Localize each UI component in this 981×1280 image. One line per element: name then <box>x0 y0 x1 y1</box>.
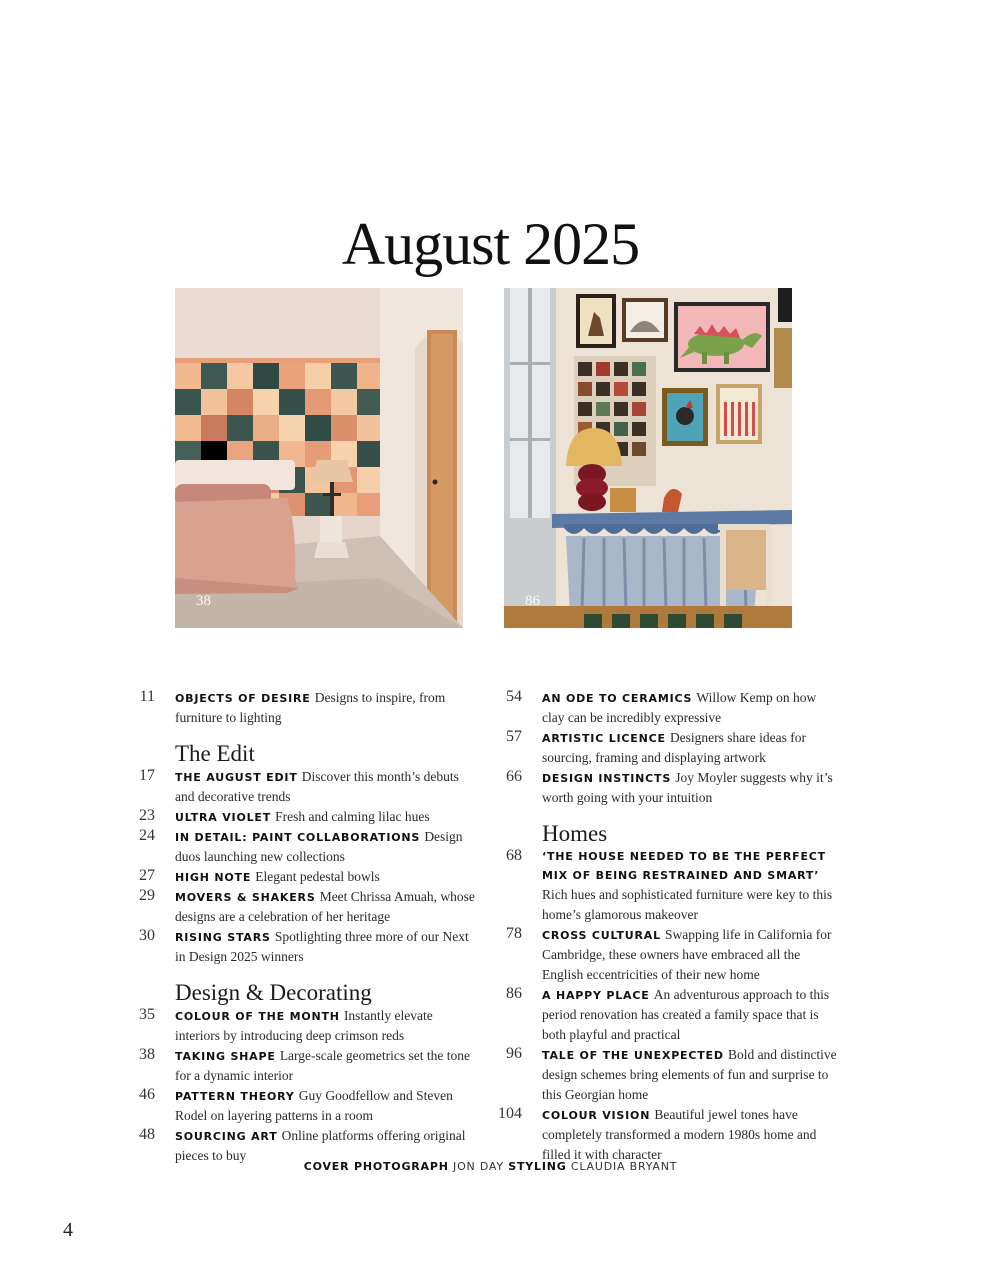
entry-title: TAKING SHAPE <box>175 1050 276 1063</box>
entry-title: CROSS CULTURAL <box>542 929 661 942</box>
entry-description: Willow Kemp on how clay can be incredibly expressive <box>542 690 817 725</box>
entry-title: A HAPPY PLACE <box>542 989 650 1002</box>
entry-page-number: 46 <box>139 1086 155 1103</box>
entry-title: HIGH NOTE <box>175 871 252 884</box>
entry-page-number: 29 <box>139 887 155 904</box>
entry-description: Designs to inspire, from furniture to lighting <box>175 690 446 725</box>
credit-photo-name: JON DAY <box>453 1160 504 1173</box>
contents-entry[interactable] <box>506 728 842 768</box>
contents-entry[interactable] <box>506 688 842 728</box>
entry-title: DESIGN INSTINCTS <box>542 772 672 785</box>
entry-description: Guy Goodfellow and Steven Rodel on layering patterns in a room <box>175 1088 453 1123</box>
contents-column-right <box>498 688 842 1165</box>
entry-page-number: 38 <box>139 1046 155 1063</box>
entry-title: OBJECTS OF DESIRE <box>175 692 311 705</box>
entry-description: Rich hues and sophisticated furniture were key to this home’s glamorous makeover <box>542 887 833 922</box>
section-heading: Homes <box>542 821 608 846</box>
contents-entry[interactable] <box>139 1046 475 1086</box>
contents-entry[interactable] <box>139 688 475 728</box>
photo-page-number: 38 <box>196 593 211 609</box>
entry-title: COLOUR VISION <box>542 1109 651 1122</box>
contents-entry[interactable] <box>506 925 842 985</box>
contents-entry[interactable] <box>139 827 475 867</box>
entry-page-number: 104 <box>498 1105 522 1122</box>
credit-styling-label: STYLING <box>508 1160 567 1173</box>
entry-page-number: 78 <box>506 925 522 942</box>
entry-title: ‘THE HOUSE NEEDED TO BE THE PERFECT MIX OF BEING RESTRAINED AND SMART’ <box>542 850 826 882</box>
page-number: 4 <box>63 1219 73 1241</box>
entry-title: TALE OF THE UNEXPECTED <box>542 1049 724 1062</box>
contents-entry[interactable] <box>506 847 842 925</box>
entry-page-number: 17 <box>139 767 155 784</box>
entry-title: ULTRA VIOLET <box>175 811 272 824</box>
cover-credits <box>0 1160 981 1173</box>
contents-entry[interactable] <box>139 927 475 967</box>
credit-photo-label: COVER PHOTOGRAPH <box>303 1160 449 1173</box>
entry-title: RISING STARS <box>175 931 271 944</box>
photo-page-number: 86 <box>525 593 540 609</box>
entry-description: An adventurous approach to this period renovation has created a family space that is both playful and practical <box>542 987 830 1042</box>
entry-description: Bold and distinctive design schemes bring elements of fun and surprise to this Georgian home <box>542 1047 837 1102</box>
contents-entry[interactable] <box>506 1045 842 1105</box>
entry-title: COLOUR OF THE MONTH <box>175 1010 340 1023</box>
entry-description: Beautiful jewel tones have completely transformed a modern 1980s home and filled it with character <box>542 1107 817 1162</box>
playroom-photo[interactable] <box>504 288 792 628</box>
section-heading: Design & Decorating <box>175 980 372 1005</box>
section-heading: The Edit <box>175 741 255 766</box>
entry-page-number: 35 <box>139 1006 155 1023</box>
entry-description: Spotlighting three more of our Next in Design 2025 winners <box>175 929 469 964</box>
contents-entry[interactable] <box>139 867 475 887</box>
contents-column-left <box>139 688 475 1166</box>
entry-title: SOURCING ART <box>175 1130 278 1143</box>
entry-description: Large-scale geometrics set the tone for a dynamic interior <box>175 1048 470 1083</box>
entry-page-number: 24 <box>139 827 155 844</box>
entry-title: ARTISTIC LICENCE <box>542 732 666 745</box>
entry-title: AN ODE TO CERAMICS <box>542 692 693 705</box>
entry-description: Swapping life in California for Cambridge, these owners have embraced all the English eccentricities of their new home <box>542 927 832 982</box>
entry-description: Elegant pedestal bowls <box>255 869 380 884</box>
entry-page-number: 23 <box>139 807 155 824</box>
bedroom-illustration <box>175 288 463 628</box>
entry-title: PATTERN THEORY <box>175 1090 295 1103</box>
page-title: August 2025 <box>341 211 640 278</box>
entry-page-number: 96 <box>506 1045 522 1062</box>
entry-description: Discover this month’s debuts and decorative trends <box>175 769 459 804</box>
contents-entry[interactable] <box>139 1086 475 1126</box>
contents-entry[interactable] <box>139 1006 475 1046</box>
entry-page-number: 30 <box>139 927 155 944</box>
entry-description: Meet Chrissa Amuah, whose designs are a celebration of her heritage <box>175 889 475 924</box>
entry-description: Designers share ideas for sourcing, framing and displaying artwork <box>542 730 807 765</box>
entry-page-number: 27 <box>139 867 155 884</box>
entry-description: Fresh and calming lilac hues <box>275 809 430 824</box>
entry-page-number: 11 <box>139 688 155 705</box>
entry-title: MOVERS & SHAKERS <box>175 891 316 904</box>
entry-description: Design duos launching new collections <box>175 829 463 864</box>
entry-page-number: 86 <box>506 985 522 1002</box>
entry-page-number: 68 <box>506 847 522 864</box>
entry-page-number: 57 <box>506 728 522 745</box>
contents-entry[interactable] <box>506 985 842 1045</box>
bedroom-photo[interactable] <box>175 288 463 628</box>
entry-page-number: 54 <box>506 688 522 705</box>
contents-entry[interactable] <box>506 768 842 808</box>
entry-description: Joy Moyler suggests why it’s worth going with your intuition <box>542 770 833 805</box>
entry-description: Instantly elevate interiors by introducing deep crimson reds <box>175 1008 433 1043</box>
entry-title: IN DETAIL: PAINT COLLABORATIONS <box>175 831 421 844</box>
contents-entry[interactable] <box>139 887 475 927</box>
entry-title: THE AUGUST EDIT <box>175 771 298 784</box>
credit-styling-name: CLAUDIA BRYANT <box>570 1160 678 1173</box>
entry-page-number: 66 <box>506 768 522 785</box>
contents-entry[interactable] <box>498 1105 842 1165</box>
playroom-illustration <box>504 288 792 628</box>
contents-entry[interactable] <box>139 807 475 827</box>
contents-entry[interactable] <box>139 767 475 807</box>
entry-page-number: 48 <box>139 1126 155 1143</box>
entry-description: Online platforms offering original pieces to buy <box>175 1128 466 1163</box>
